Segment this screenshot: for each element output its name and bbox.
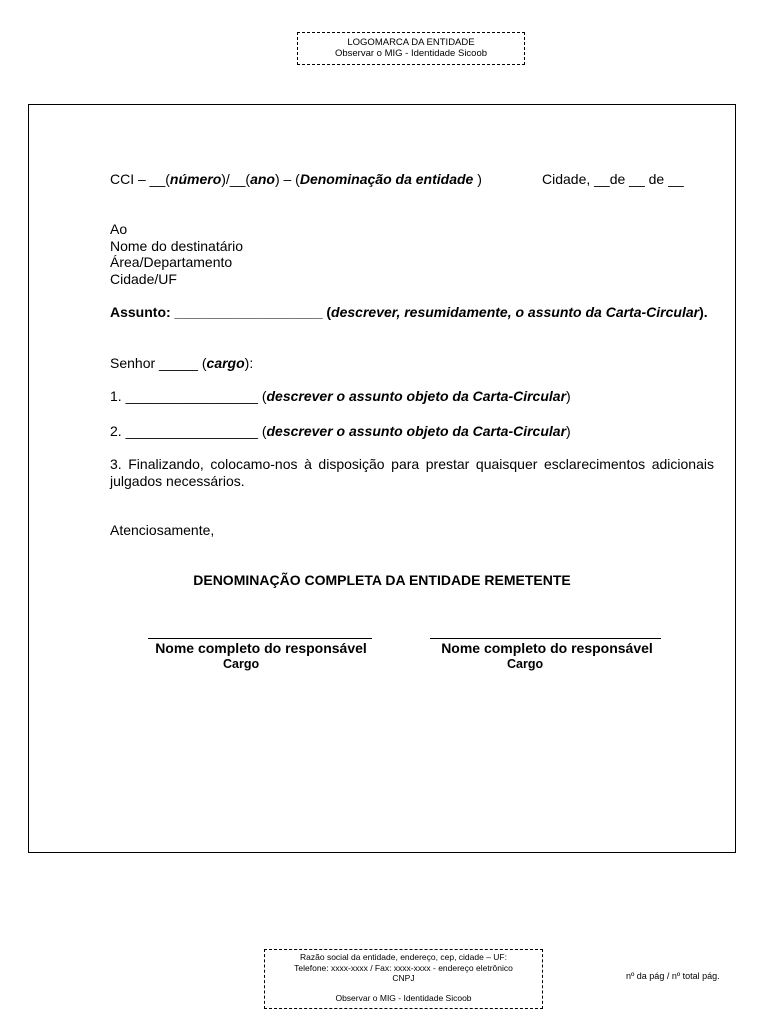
recipient-department: Área/Departamento — [110, 254, 233, 270]
recipient-name: Nome do destinatário — [110, 238, 244, 254]
footer-note: Observar o MIG - Identidade Sicoob — [335, 992, 472, 1003]
signature-cargo-right: Cargo — [507, 657, 544, 671]
footer-cnpj: CNPJ — [392, 973, 415, 983]
signature-line-left — [148, 638, 372, 639]
recipient-city: Cidade/UF — [110, 271, 177, 287]
city-date: Cidade, __de __ de __ — [542, 171, 684, 187]
closing: Atenciosamente, — [110, 522, 215, 538]
logo-title: LOGOMARCA DA ENTIDADE — [347, 37, 475, 48]
footer-placeholder — [264, 949, 543, 1009]
footer-address: Razão social da entidade, endereço, cep, cidade – UF: — [300, 952, 507, 962]
logo-placeholder — [297, 32, 525, 65]
recipient-to: Ao — [110, 221, 128, 237]
signature-name-left: Nome completo do responsável — [155, 640, 367, 656]
sender-entity: DENOMINAÇÃO COMPLETA DA ENTIDADE REMETENTE — [193, 572, 571, 588]
item-1: 1. _________________ (descrever o assunto objeto da Carta-Circular) — [110, 388, 571, 404]
subject: Assunto: ___________________ (descrever, resumidamente, o assunto da Carta-Circular). — [110, 304, 708, 320]
page-number: nº da pág / nº total pág. — [626, 971, 720, 981]
item-2: 2. _________________ (descrever o assunto objeto da Carta-Circular) — [110, 423, 571, 439]
signature-cargo-left: Cargo — [223, 657, 260, 671]
footer-contacts: Telefone: xxxx-xxxx / Fax: xxxx-xxxx - endereço eletrônico — [294, 962, 513, 973]
item-3: 3. Finalizando, colocamo-nos à disposição para prestar quaisquer esclarecimentos adicionais julgados necessários. — [110, 456, 714, 489]
letter-reference: CCI – __(número)/__(ano) – (Denominação da entidade ) — [110, 171, 482, 187]
logo-note: Observar o MIG - Identidade Sicoob — [334, 48, 488, 59]
signature-name-right: Nome completo do responsável — [441, 640, 653, 656]
signature-line-right — [430, 638, 661, 639]
salutation: Senhor _____ (cargo): — [110, 355, 254, 371]
